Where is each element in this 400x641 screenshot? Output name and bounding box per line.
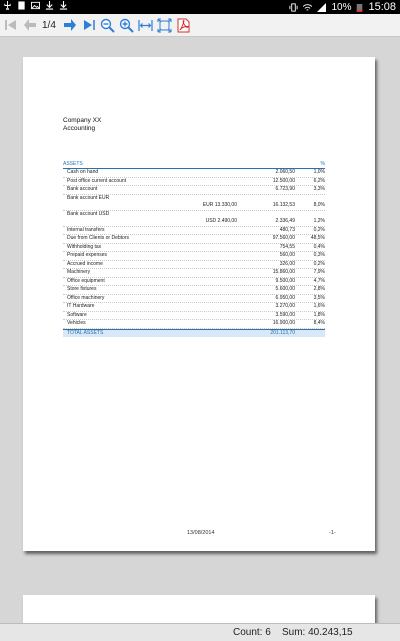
footer-date: 13/08/2014	[187, 530, 215, 536]
document-viewer[interactable]	[0, 37, 400, 623]
status-bar	[0, 0, 400, 14]
row-sub-amount	[167, 178, 237, 186]
row-amount: 560,00	[279, 252, 295, 258]
row-amount: 97.560,00	[272, 235, 295, 241]
viewer-toolbar	[0, 14, 400, 37]
row-amount: 5.600,00	[275, 286, 295, 292]
row-label: Cash on hand	[67, 169, 99, 175]
last-page-button[interactable]	[81, 17, 97, 33]
table-row	[63, 252, 325, 261]
total-row	[63, 329, 325, 338]
fit-page-button[interactable]	[157, 17, 173, 33]
fullscreen-icon	[157, 18, 172, 33]
row-percent: 3,5%	[313, 294, 325, 301]
row-sub-amount	[167, 312, 237, 320]
row-amount: 480,73	[279, 226, 295, 233]
notification-icons	[3, 1, 68, 10]
selection-sum: Sum: 40.243,15	[282, 627, 353, 638]
total-label: TOTAL ASSETS	[67, 329, 104, 336]
row-sub-amount	[167, 169, 237, 177]
row-label: Bank account	[67, 186, 98, 192]
row-sub-amount: USD 2.490,00	[205, 218, 237, 224]
battery-percent: 10%	[331, 1, 352, 13]
row-sub-amount	[167, 295, 237, 303]
zoom-out-icon	[100, 18, 115, 33]
row-sub-amount	[167, 269, 237, 277]
zoom-in-icon	[119, 18, 134, 33]
row-percent: 6,2%	[313, 177, 325, 184]
table-row	[63, 269, 325, 278]
row-percent: 8,0%	[313, 202, 325, 208]
row-percent: 48,5%	[310, 235, 325, 241]
row-amount: 16.900,00	[272, 320, 295, 326]
selection-status-bar	[0, 623, 400, 641]
row-label: Post office current account	[67, 177, 127, 184]
table-row	[63, 295, 325, 304]
arrow-right-icon	[63, 18, 77, 32]
row-amount: 754,55	[279, 243, 295, 250]
row-percent: 0,2%	[313, 226, 325, 233]
row-sub-amount	[167, 186, 237, 194]
row-label: Store fixtures	[67, 286, 97, 292]
row-percent: 3,3%	[313, 186, 325, 192]
row-sub-amount	[167, 227, 237, 235]
row-percent: 0,4%	[313, 243, 325, 250]
row-amount: 15.860,00	[272, 269, 295, 275]
clock: 15:08	[368, 1, 396, 13]
table-row	[63, 178, 325, 187]
row-amount: 12.500,00	[272, 177, 295, 184]
row-label: Office machinery	[67, 294, 105, 301]
table-row	[63, 278, 325, 287]
row-amount: 16.132,53	[272, 202, 295, 208]
row-label: Withholding tax	[67, 243, 102, 250]
row-sub-amount	[167, 303, 237, 311]
document-page	[23, 57, 375, 551]
row-percent: 0,3%	[313, 252, 325, 258]
export-pdf-button[interactable]	[176, 17, 192, 33]
department-name: Accounting	[63, 125, 96, 132]
table-row	[63, 244, 325, 253]
battery-icon	[356, 2, 363, 13]
row-amount: 2.336,49	[275, 218, 295, 224]
row-label: Prepaid expenses	[67, 252, 108, 258]
table-row	[63, 312, 325, 321]
row-label: IT Hardware	[67, 303, 95, 309]
row-percent: 1,0%	[313, 169, 325, 175]
first-page-button[interactable]	[3, 17, 19, 33]
skip-forward-icon	[82, 18, 96, 32]
skip-back-icon	[4, 18, 18, 32]
row-label: Bank account EUR	[67, 194, 110, 201]
row-label: Vehicles	[67, 320, 86, 326]
table-row	[63, 303, 325, 312]
download-icon	[45, 1, 54, 10]
zoom-out-button[interactable]	[100, 17, 116, 33]
table-row	[63, 320, 325, 329]
assets-table	[63, 161, 325, 337]
zoom-in-button[interactable]	[119, 17, 135, 33]
row-percent: 2,8%	[313, 286, 325, 292]
row-sub-amount	[167, 235, 237, 243]
header-label: ASSETS	[63, 161, 83, 167]
row-percent: 7,9%	[313, 269, 325, 275]
row-sub-amount	[167, 244, 237, 252]
table-row	[63, 211, 325, 227]
row-sub-amount	[167, 286, 237, 294]
table-header	[63, 161, 325, 169]
system-icons	[289, 0, 396, 14]
company-name: Company XX	[63, 117, 102, 124]
table-body	[63, 169, 325, 329]
row-amount: 6.723,90	[275, 186, 295, 192]
wifi-icon	[303, 3, 312, 12]
footer-page-number: -1-	[329, 530, 336, 536]
table-row	[63, 235, 325, 244]
row-amount: 3.270,00	[275, 303, 295, 309]
previous-page-button[interactable]	[22, 17, 38, 33]
download-icon	[59, 1, 68, 10]
fit-width-icon	[138, 18, 153, 33]
table-row	[63, 227, 325, 236]
vibrate-icon	[289, 3, 298, 12]
page-indicator: 1/4	[42, 19, 56, 31]
row-label: Due from Clients or Debtors	[67, 235, 129, 241]
row-percent: 0,2%	[313, 260, 325, 267]
row-amount: 326,00	[279, 260, 295, 267]
row-percent: 8,4%	[313, 320, 325, 326]
table-row	[63, 286, 325, 295]
row-percent: 1,6%	[313, 303, 325, 309]
row-label: Office equipment	[67, 277, 105, 284]
table-row	[63, 186, 325, 195]
row-label: Internal transfers	[67, 226, 105, 233]
fit-width-button[interactable]	[138, 17, 154, 33]
row-sub-amount	[167, 261, 237, 269]
selection-count: Count: 6	[233, 627, 271, 638]
row-sub-amount: EUR 13.330,00	[202, 202, 237, 208]
table-row	[63, 261, 325, 270]
usb-icon	[3, 1, 12, 10]
pdf-icon	[176, 18, 191, 33]
total-amount: 201.113,70	[270, 329, 295, 336]
row-label: Bank account USD	[67, 210, 110, 217]
company-header	[63, 117, 101, 133]
row-percent: 1,2%	[313, 218, 325, 224]
next-page-button[interactable]	[62, 17, 78, 33]
table-row	[63, 169, 325, 178]
row-amount: 3.590,00	[275, 311, 295, 318]
row-sub-amount	[167, 278, 237, 286]
row-sub-amount	[167, 320, 237, 328]
next-document-page	[23, 595, 375, 623]
row-percent: 4,7%	[313, 277, 325, 284]
table-row	[63, 195, 325, 211]
image-icon	[31, 1, 40, 10]
arrow-left-icon	[23, 18, 37, 32]
signal-icon	[317, 3, 326, 12]
row-label: Accrued income	[67, 260, 103, 267]
row-label: Machinery	[67, 269, 91, 275]
row-label: Software	[67, 311, 87, 318]
header-pct: %	[320, 161, 325, 167]
row-percent: 1,8%	[313, 311, 325, 318]
row-amount: 9.500,00	[275, 277, 295, 284]
row-amount: 6.950,00	[275, 294, 295, 301]
document-icon	[17, 1, 26, 10]
row-amount: 2.060,50	[275, 169, 295, 175]
row-sub-amount	[167, 252, 237, 260]
